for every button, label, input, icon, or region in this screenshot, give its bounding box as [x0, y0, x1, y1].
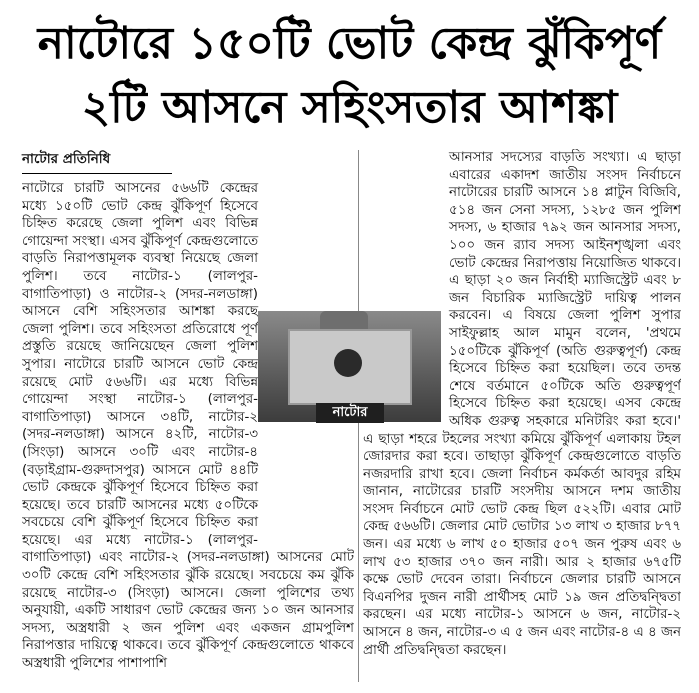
- photo-caption: নাটোর: [316, 403, 384, 423]
- column-2-text: আনসার সদস্যের বাড়তি সংখ্যা। এ ছাড়া এবারের একাদশ জাতীয় সংসদ নির্বাচনে নাটোরের চারটি আসনে ১৪ প্লাটুন বিজিবি, ৫১৪ জন সেনা সদস্য, ১২৮৫ জন পুলিশ সদস্য, ৬ হাজার ৭৯২ জন আনসার সদস্য, ১০০ জন র‍্যাব সদস্য আইনশৃঙ্খলা এবং ভোট কেন্দ্রের নিরাপত্তায় নিয়োজিত থাকবে। এ ছাড়া ২০ জন নির্বাহী ম্যাজিস্ট্রেট এবং ৮ জন বিচারিক ম্যাজিস্ট্রেট দায়িত্ব পালন করবেন। এ বিষয়ে জেলা পুলিশ সুপার সাইফুল্লাহ আল মামুন বলেন, 'প্রথমে ১৫০টিকে ঝুঁকিপূর্ণ (অতি গুরুত্বপূর্ণ) কেন্দ্র হিসেবে চিহ্নিত করা হয়েছিল। তবে তদন্ত শেষে বর্তমানে ৫০টিকে অতি গুরুত্বপূর্ণ হিসেবে চিহ্নিত করা হয়েছে। এসব কেন্দ্রে অধিক গুরুত্ব সহকারে মনিটরিং করা হবে।' এ ছাড়া শহরে টহলের সংখ্যা কমিয়ে ঝুঁকিপূর্ণ এলাকায় টহল জোরদার করা হবে। তাছাড়া ঝুঁকিপূর্ণ কেন্দ্রগুলোতে বাড়তি নজরদারি রাখা হবে। জেলা নির্বাচন কর্মকর্তা আবদুর রহিম জানান, নাটোরের চারটি সংসদীয় আসনে দশম জাতীয় সংসদ নির্বাচনে মোট ভোট কেন্দ্র ছিল ৫২২টি। এবার মোট কেন্দ্র ৫৬৬টি। জেলার মোট ভোটার ১৩ লাখ ৩ হাজার ৮৭৭ জন। এর মধ্যে ৬ লাখ ৫০ হাজার ৫০৭ জন পুরুষ এবং ৬ লাখ ৫৩ হাজার ৩৭০ জন নারী। আর ২ হাজার ৬৭৫টি কক্ষে ভোট দেবেন তারা। নির্বাচনে জেলার চারটি আসনে বিএনপির দুজন নারী প্রার্থীসহ মোট ১৯ জন প্রতিদ্বন্দ্বিতা করছেন। এর মধ্যে নাটোর-১ আসনে ৬ জন, নাটোর-২ আসনে ৪ জন, নাটোর-৩ এ ৫ জন এবং নাটোর-৪ এ ৪ জন প্রার্থী প্রতিদ্বন্দ্বিতা করছেন।: [363, 150, 681, 658]
- headline-line-2: ২টি আসনে সহিংসতার আশঙ্কা: [81, 82, 618, 133]
- article-column-1: [22, 180, 354, 680]
- headline-line-1: নাটোরে ১৫০টি ভোট কেন্দ্র ঝুঁকিপূর্ণ: [37, 18, 662, 69]
- seal-icon: [334, 349, 362, 377]
- column-1-text: নাটোরে চারটি আসনের ৫৬৬টি কেন্দ্রের মধ্যে ১৫০টি ভোট কেন্দ্র ঝুঁকিপূর্ণ হিসেবে চিহ্নিত করেছে জেলা পুলিশ এবং বিভিন্ন গোয়েন্দা সংস্থা। এসব ঝুঁকিপূর্ণ কেন্দ্রগুলোতে বাড়তি নিরাপত্তামূলক ব্যবস্থা নিয়েছে জেলা পুলিশ। তবে নাটোর-১ (লালপুর-বাগাতিপাড়া) ও নাটোর-২ (সদর-নলডাঙ্গা) আসনে বেশি সহিংসতার আশঙ্কা করছে জেলা পুলিশ। তবে সহিংসতা প্রতিরোধে পূর্ণ প্রস্তুতি রয়েছে জানিয়েছেন জেলা পুলিশ সুপার। নাটোরে চারটি আসনে ভোট কেন্দ্র রয়েছে মোট ৫৬৬টি। এর মধ্যে বিভিন্ন গোয়েন্দা সংস্থা নাটোর-১ (লালপুর-বাগাতিপাড়া) আসনে ৩৪টি, নাটোর-২ (সদর-নলডাঙ্গা) আসনে ৪২টি, নাটোর-৩ (সিংড়া) আসনে ৩০টি এবং নাটোর-৪ (বড়াইগ্রাম-গুরুদাসপুর) আসনে মোট ৪৪টি ভোট কেন্দ্রকে ঝুঁকিপূর্ণ হিসেবে চিহ্নিত করা হয়েছে। তবে চারটি আসনের মধ্যে ৫০টিকে সবচেয়ে বেশি ঝুঁকিপূর্ণ হিসেবে চিহ্নিত করা হয়েছে। এর মধ্যে নাটোর-১ (লালপুর-বাগাতিপাড়া) এবং নাটোর-২ (সদর-নলডাঙ্গা) আসনের মোট ৩০টি কেন্দ্রে বেশি সহিংসতার ঝুঁকি রয়েছে। সবচেয়ে কম ঝুঁকি রয়েছে নাটোর-৩ (সিংড়া) আসনে। জেলা পুলিশের তথ্য অনুযায়ী, একটি সাধারণ ভোট কেন্দ্রের জন্য ১০ জন আনসার সদস্য, অস্ত্রধারী ২ জন পুলিশ এবং একজন গ্রামপুলিশ নিরাপত্তার দায়িত্বে থাকবে। তবে ঝুঁকিপূর্ণ কেন্দ্রগুলোতে থাকবে অস্ত্রধারী পুলিশের পাশাপাশি: [22, 181, 354, 672]
- byline: নাটোর প্রতিনিধি: [22, 148, 172, 174]
